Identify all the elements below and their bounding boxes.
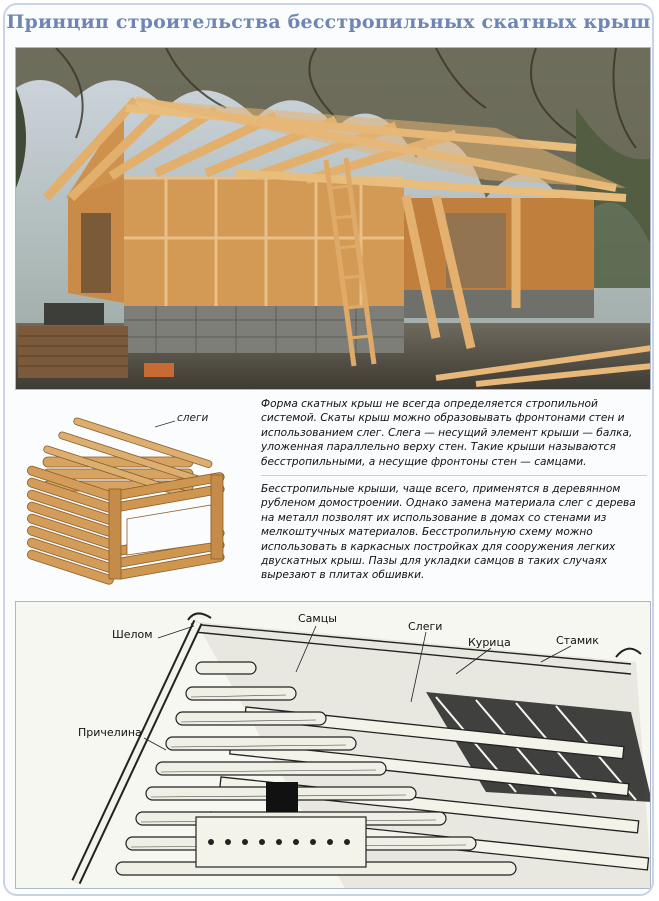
log-house-diagram	[15, 397, 247, 595]
article-card	[3, 3, 654, 896]
page-title: Принцип строительства бесстропильных скатных крыш	[6, 11, 651, 33]
label-samcy: Самцы	[298, 612, 337, 625]
paragraph-1: Форма скатных крыш не всегда определяется стропильной системой. Скаты крыш можно образовывать фронтонами стен и использованием слег. Слега — несущий элемент крыши — балка, уложенная параллельно верху стен. Такие крыши называются бесстропильными, а несущие фронтоны стен — самцами.	[261, 398, 633, 468]
construction-photo	[15, 47, 651, 390]
middle-section	[15, 397, 651, 595]
label-slegi: Слеги	[408, 620, 443, 633]
roof-sketch	[15, 601, 651, 889]
paragraph-2: Бесстропильные крыши, чаще всего, применятся в деревянном рубленом домостроении. Однако замена материала слег с дерева на металл позволят их использование в домах со стенами из мелкоштучных материалов. Бесстропильную схему можно использовать в каркасных постройках для сооружения легких двускатных крыш. Пазы для укладки самцов в таких случаях вырезают в плитах обшивки.	[261, 483, 636, 582]
label-prichelina: Причелина	[78, 726, 142, 739]
label-shelom: Шелом	[112, 628, 153, 641]
construction-photo-drawing	[16, 48, 651, 390]
roof-sketch-drawing	[16, 602, 651, 889]
label-kurica: Курица	[468, 636, 511, 649]
slegi-label: слеги	[177, 412, 209, 424]
label-stamik: Стамик	[556, 634, 599, 647]
description-text	[261, 397, 647, 583]
divider	[261, 475, 647, 476]
